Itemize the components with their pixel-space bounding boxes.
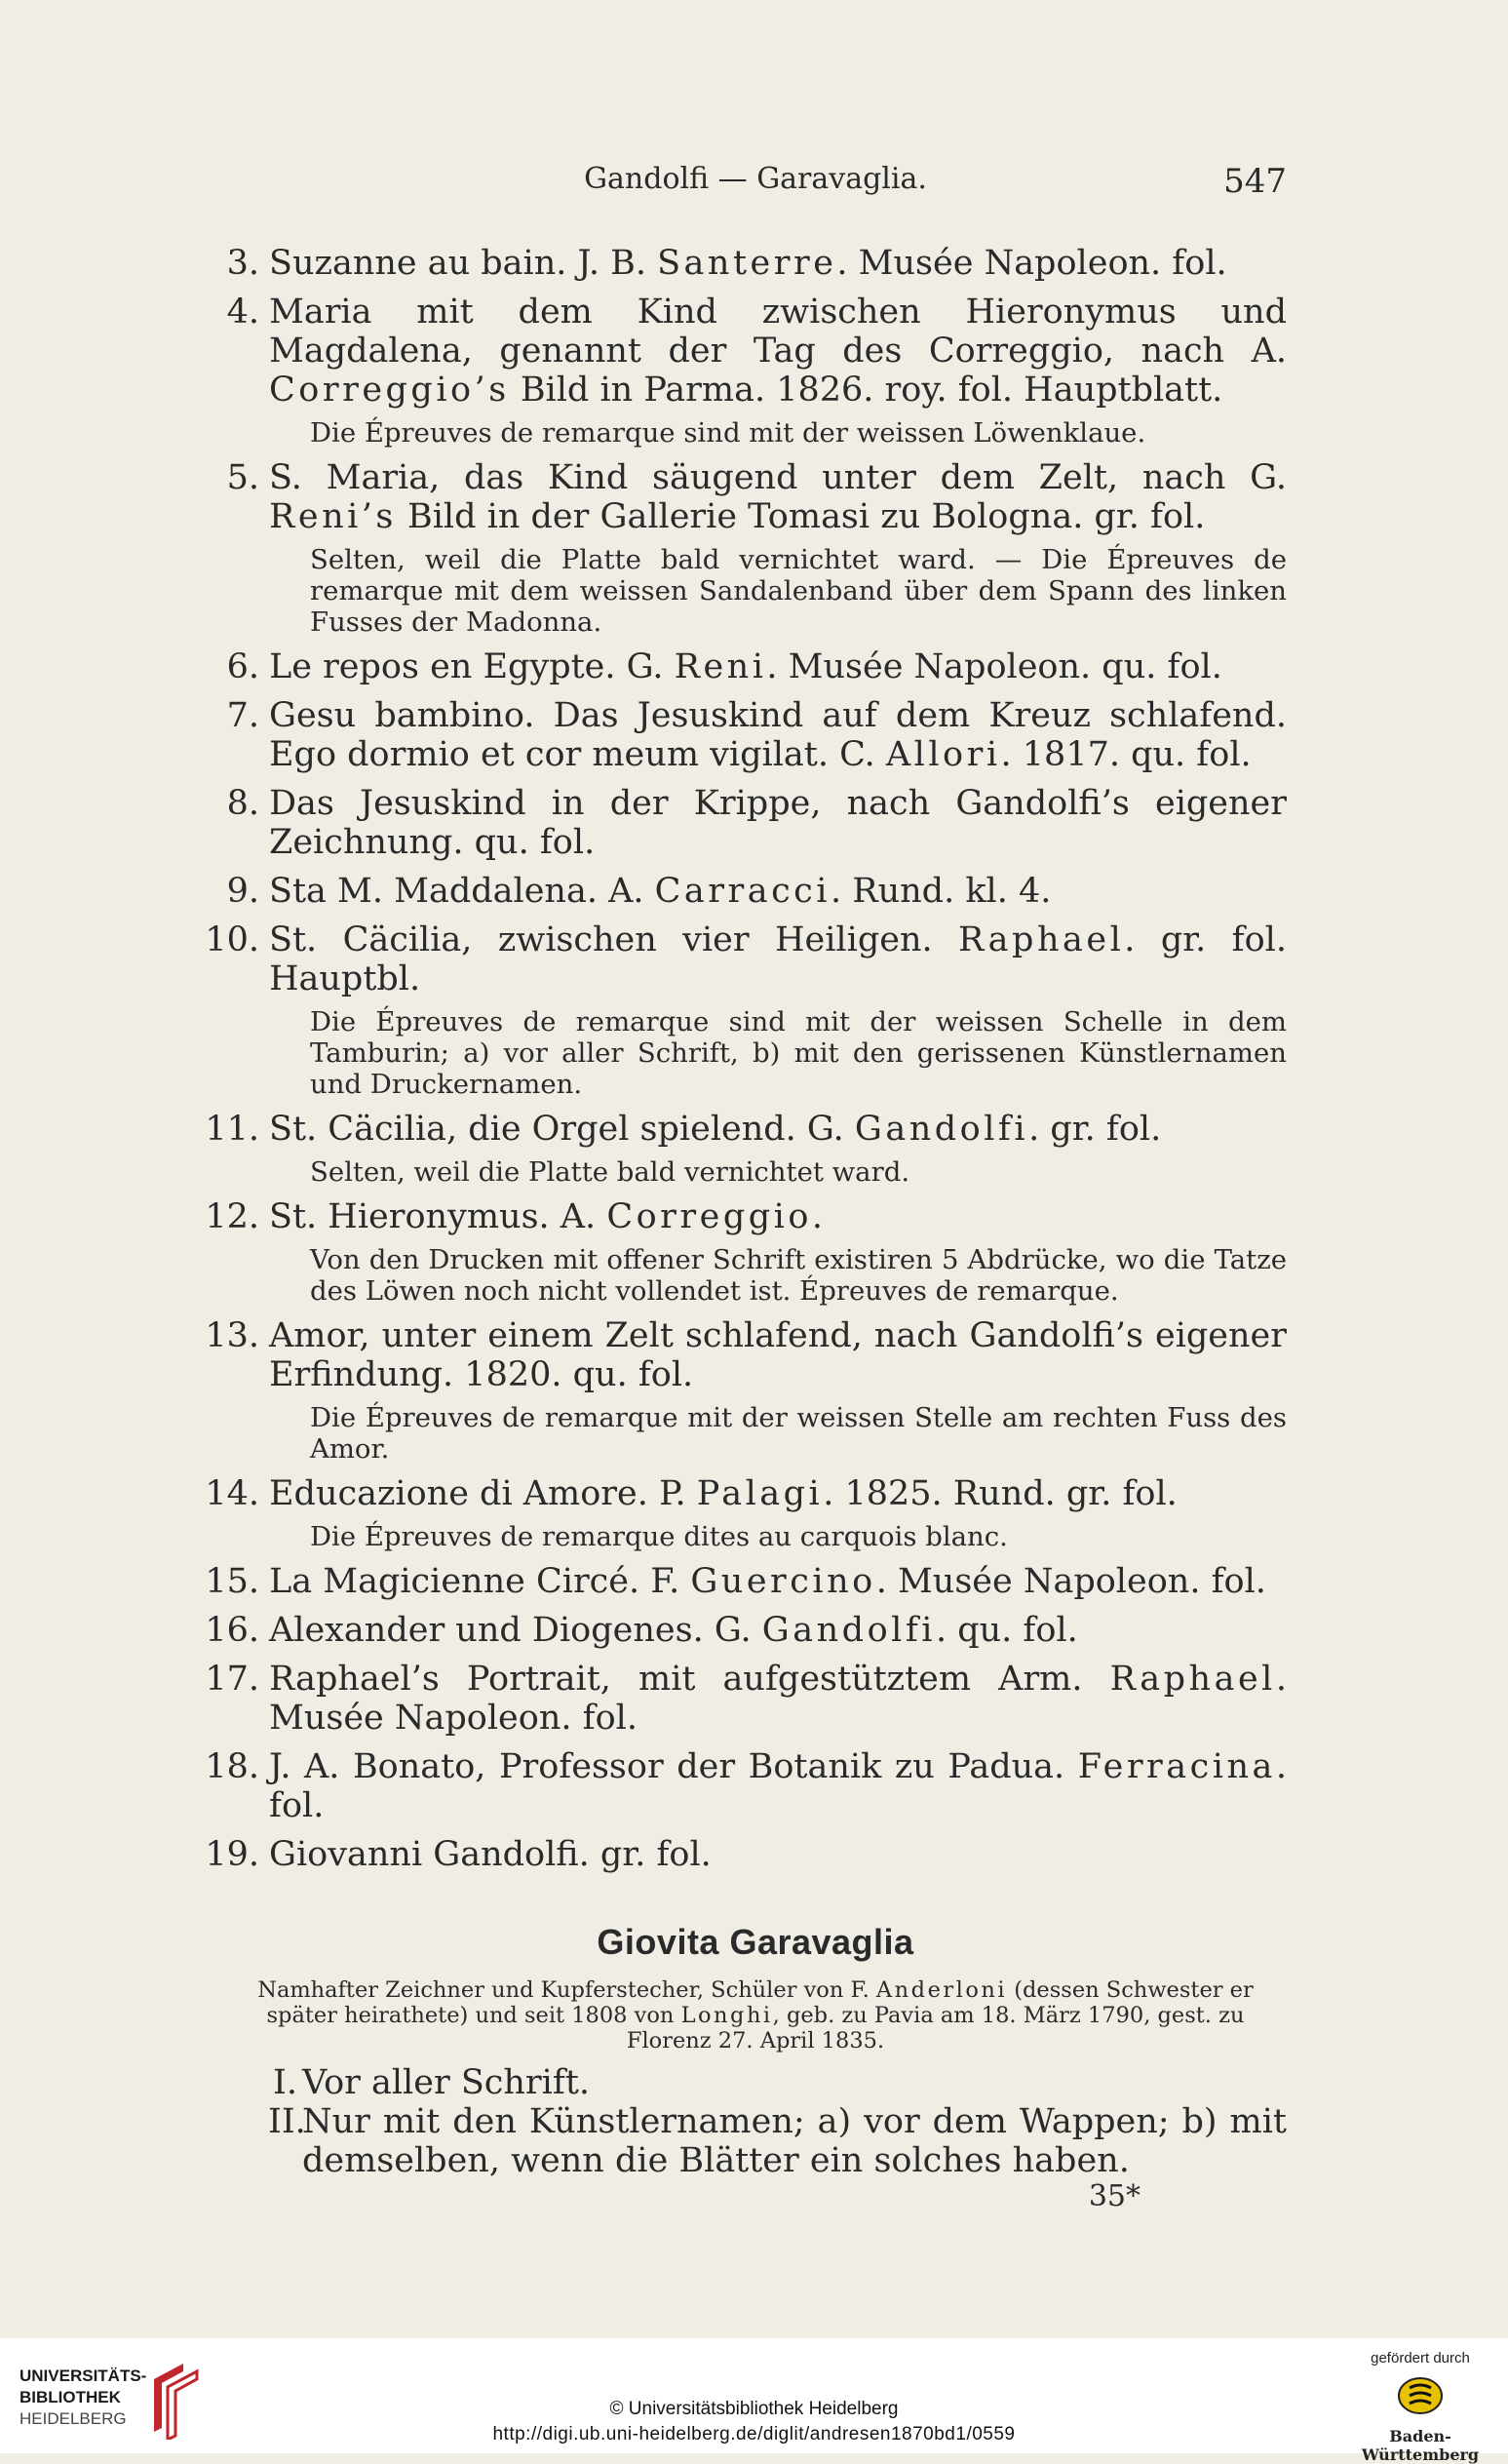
text-run: Sta M. Maddalena. A. — [269, 872, 655, 911]
text-run: . qu. fol. — [935, 1611, 1078, 1650]
state-description: Nur mit den Künstlernamen; a) vor dem Wappen; b) mit demselben, wenn die Blätter ein solches haben. — [302, 2102, 1287, 2180]
entry-description — [269, 920, 1287, 998]
entry-description — [269, 1660, 1287, 1738]
catalogue-body — [205, 234, 1287, 2213]
catalogue-entry — [205, 1562, 1287, 1601]
catalogue-entry — [224, 244, 1287, 283]
text-run: Bild in der Gallerie Tomasi zu Bologna. gr. fol. — [396, 497, 1206, 536]
catalogue-entry — [205, 1316, 1287, 1465]
text-run: Namhafter Zeichner und Kupferstecher, Schüler von F. — [257, 1977, 876, 2003]
artist-name: Correggio — [606, 1197, 812, 1236]
catalogue-entry — [205, 1611, 1287, 1650]
catalogue-entry — [205, 1835, 1287, 1874]
artist-name: Raphael — [958, 920, 1125, 959]
entry-description — [269, 1316, 1287, 1394]
permalink-url[interactable]: http://digi.ub.uni-heidelberg.de/diglit/andresen1870bd1/0559 — [492, 2424, 1016, 2444]
text-run: S. Maria, das Kind säugend unter dem Zelt, nach G. — [269, 458, 1287, 497]
funded-by-label: gefördert durch — [1371, 2350, 1470, 2366]
text-run: Raphael’s Portrait, mit aufgestütztem Arm. — [269, 1660, 1110, 1699]
text-run: Alexander und Diogenes. G. — [269, 1611, 762, 1650]
text-run: . gr. fol. — [1028, 1110, 1162, 1149]
entry-description — [269, 1474, 1287, 1513]
text-run: . 1817. qu. fol. — [1000, 735, 1252, 774]
print-state — [224, 2063, 1287, 2102]
entry-note: Die Épreuves de remarque sind mit der weissen Löwenklaue. — [310, 417, 1146, 449]
running-title: Gandolfi — Garavaglia. — [584, 162, 927, 196]
funder-logo[interactable] — [1352, 2350, 1489, 2464]
funder-name: Baden-Württemberg — [1361, 2427, 1480, 2464]
person-name: Longhi — [680, 2003, 773, 2028]
entry-number: 6. — [226, 647, 259, 686]
catalogue-entry — [205, 1474, 1287, 1552]
entry-number: 17. — [205, 1660, 259, 1699]
page-number: 547 — [1223, 162, 1287, 201]
text-run: . Musée Napoleon. fol. — [875, 1562, 1266, 1601]
entry-note: Von den Drucken mit offener Schrift existiren 5 Abdrücke, wo die Tatze des Löwen noch nicht vollendet ist. Épreuves de remarque. — [310, 1244, 1287, 1307]
entry-note: Selten, weil die Platte bald vernichtet ward. — Die Épreuves de remarque mit dem weissen Sandalenband über dem Spann des linken Fusses der Madonna. — [310, 544, 1287, 638]
entry-note: Selten, weil die Platte bald vernichtet ward. — [310, 1156, 910, 1188]
entry-description — [269, 1835, 1287, 1874]
entry-description — [269, 1611, 1287, 1650]
artist-name: Gandolfi — [854, 1110, 1029, 1149]
entry-description — [269, 1110, 1287, 1149]
artist-name: Palagi — [696, 1474, 824, 1513]
entry-list — [205, 244, 1287, 1874]
entry-number: 3. — [226, 244, 259, 283]
entry-description — [269, 458, 1287, 536]
text-run: (dessen Schwester er später heirathete) und seit 1808 von — [266, 1977, 1254, 2028]
artist-name: Raphael — [1109, 1660, 1276, 1699]
entry-number: 18. — [205, 1747, 259, 1786]
entry-number: 15. — [205, 1562, 259, 1601]
artist-name: Ferracina — [1077, 1747, 1276, 1786]
entry-number: 8. — [226, 784, 259, 823]
text-run: Suzanne au bain. J. B. — [269, 244, 658, 283]
text-run: . — [811, 1197, 824, 1236]
catalogue-entry — [224, 784, 1287, 862]
catalogue-entry — [224, 293, 1287, 449]
entry-description — [269, 244, 1287, 283]
entry-number: 7. — [226, 696, 259, 735]
entry-description — [269, 293, 1287, 410]
catalogue-entry — [224, 647, 1287, 686]
artist-name: Guercino — [690, 1562, 876, 1601]
text-run: , geb. zu Pavia am 18. März 1790, gest. zu Florenz 27. April 1835. — [626, 2003, 1245, 2053]
signature-mark: 35* — [1088, 2179, 1141, 2213]
entry-description — [269, 872, 1287, 911]
entry-number: 4. — [226, 293, 259, 332]
entry-description — [269, 1747, 1287, 1825]
text-run: St. Cäcilia, zwischen vier Heiligen. — [269, 920, 959, 959]
catalogue-entry — [205, 920, 1287, 1100]
entry-description — [269, 696, 1287, 774]
copyright-notice: © Universitätsbibliothek Heidelberg — [609, 2399, 899, 2419]
text-run: Maria mit dem Kind zwischen Hieronymus und Magdalena, genannt der Tag des Correggio, nach A. — [269, 293, 1287, 371]
entry-number: 16. — [205, 1611, 259, 1650]
artist-name: Gandolfi — [761, 1611, 936, 1650]
catalogue-entry — [224, 872, 1287, 911]
entry-description — [269, 784, 1287, 862]
text-run: La Magicienne Circé. F. — [269, 1562, 691, 1601]
text-run: St. Cäcilia, die Orgel spielend. G. — [269, 1110, 855, 1149]
state-description: Vor aller Schrift. — [302, 2063, 591, 2102]
text-run: . fol. — [269, 1747, 1287, 1825]
text-run: Educazione di Amore. P. — [269, 1474, 697, 1513]
entry-number: 14. — [205, 1474, 259, 1513]
entry-description — [269, 1562, 1287, 1601]
library-name-line2: BIBLIOTHEK — [19, 2388, 121, 2406]
artist-name: Reni — [674, 647, 767, 686]
text-run: . Musée Napoleon. qu. fol. — [766, 647, 1222, 686]
entry-number: 13. — [205, 1316, 259, 1355]
catalogue-entry — [205, 1197, 1287, 1307]
text-run: . 1825. Rund. gr. fol. — [823, 1474, 1178, 1513]
artist-name: Reni’s — [269, 497, 397, 536]
catalogue-entry — [205, 1660, 1287, 1738]
entry-number: 19. — [205, 1835, 259, 1874]
entry-note: Die Épreuves de remarque sind mit der weissen Schelle in dem Tamburin; a) vor aller Schrift, b) mit den gerissenen Künstlernamen und Druckernamen. — [310, 1006, 1287, 1100]
entry-note: Die Épreuves de remarque mit der weissen Stelle am rechten Fuss des Amor. — [310, 1402, 1287, 1465]
artist-name: Correggio’s — [269, 371, 510, 410]
catalogue-entry — [205, 1110, 1287, 1188]
entry-number: 10. — [205, 920, 259, 959]
text-run: . Rund. kl. 4. — [830, 872, 1052, 911]
entry-note: Die Épreuves de remarque dites au carquois blanc. — [310, 1521, 1008, 1552]
catalogue-entry — [224, 696, 1287, 774]
text-run: . gr. fol. Hauptbl. — [269, 920, 1287, 998]
entry-description — [269, 647, 1287, 686]
text-run: Das Jesuskind in der Krippe, nach Gandolfi’s eigener Zeichnung. qu. fol. — [269, 784, 1287, 862]
state-numeral: I. — [273, 2063, 297, 2102]
person-name: Anderloni — [875, 1977, 1008, 2003]
artist-biography — [244, 1977, 1267, 2053]
text-run: J. A. Bonato, Professor der Botanik zu Padua. — [269, 1747, 1078, 1786]
entry-number: 5. — [226, 458, 259, 497]
artist-name: Allori — [885, 735, 1001, 774]
digitization-footer — [0, 2338, 1508, 2464]
library-name-line3: HEIDELBERG — [19, 2409, 127, 2428]
text-run: . Musée Napoleon. fol. — [269, 1660, 1287, 1738]
state-numeral: II. — [268, 2102, 306, 2141]
state-list — [224, 2063, 1287, 2180]
text-run: Bild in Parma. 1826. roy. fol. Hauptblatt. — [509, 371, 1223, 410]
running-header — [224, 162, 1287, 201]
catalogue-entry — [224, 458, 1287, 638]
entry-number: 9. — [226, 872, 259, 911]
text-run: Le repos en Egypte. G. — [269, 647, 675, 686]
coat-of-arms-icon — [1396, 2374, 1445, 2417]
entry-number: 11. — [205, 1110, 259, 1149]
entry-number: 12. — [205, 1197, 259, 1236]
artist-name: Carracci — [654, 872, 831, 911]
text-run: Amor, unter einem Zelt schlafend, nach Gandolfi’s eigener Erfindung. 1820. qu. fol. — [269, 1316, 1287, 1394]
text-run: Gesu bambino. Das Jesuskind auf dem Kreuz schlafend. Ego dormio et cor meum vigilat. C. — [269, 696, 1287, 774]
entry-description — [269, 1197, 1287, 1236]
catalogue-entry — [205, 1747, 1287, 1825]
print-state — [224, 2102, 1287, 2180]
section-title: Giovita Garavaglia — [597, 1922, 914, 1962]
text-run: Giovanni Gandolfi. gr. fol. — [269, 1835, 712, 1874]
artist-name: Santerre — [657, 244, 837, 283]
text-run: St. Hieronymus. A. — [269, 1197, 607, 1236]
library-name-line1: UNIVERSITÄTS- — [19, 2366, 147, 2385]
text-run: . Musée Napoleon. fol. — [836, 244, 1227, 283]
